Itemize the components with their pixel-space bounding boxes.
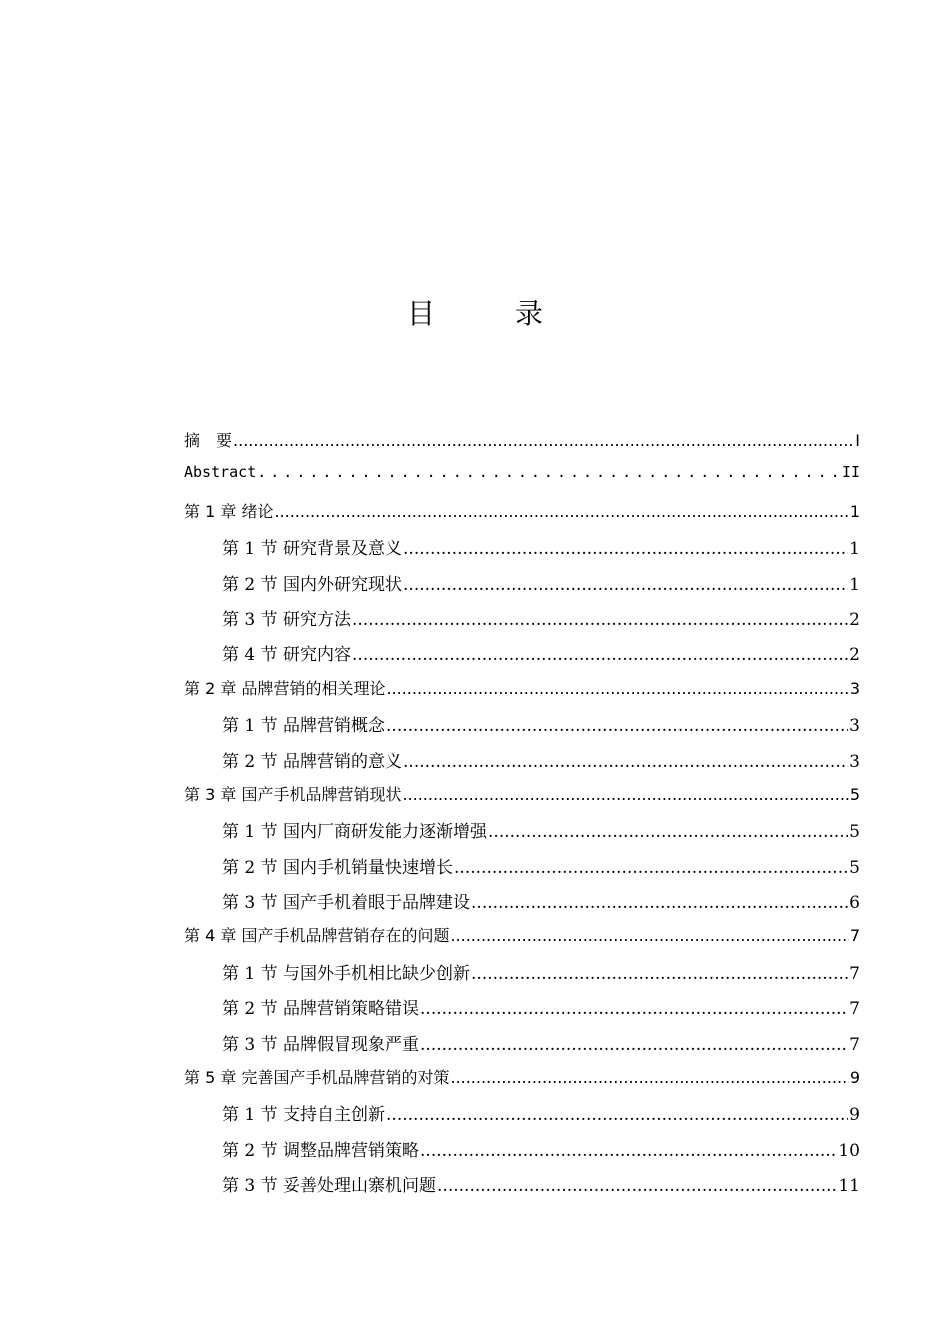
- toc-entry-page-number: 9: [849, 1105, 860, 1126]
- dot-leader: [402, 785, 848, 804]
- toc-entry-page-number: 1: [849, 574, 860, 595]
- toc-entry-label: 第 1 节 支持自主创新: [222, 1105, 386, 1126]
- toc-chapter-entry[interactable]: [184, 1065, 860, 1100]
- toc-section-entry[interactable]: [184, 1171, 860, 1206]
- toc-entry-label: 第 3 节 品牌假冒现象严重: [222, 1034, 420, 1055]
- toc-entry-label: 第 1 节 与国外手机相比缺少创新: [222, 963, 471, 984]
- toc-section-entry[interactable]: [184, 711, 860, 746]
- dot-leader: [471, 964, 848, 984]
- toc-entry-page-number: 3: [849, 678, 860, 698]
- toc-entry-label: 第 3 章 国产手机品牌营销现状: [184, 784, 402, 804]
- toc-entry-label: 摘 要: [184, 431, 233, 450]
- dot-leader: [274, 502, 848, 521]
- dot-leader: [386, 716, 848, 736]
- toc-entry-label: 第 4 章 国产手机品牌营销存在的问题: [184, 926, 450, 946]
- toc-entry-page-number: I: [855, 431, 860, 450]
- toc-entry-page-number: 5: [849, 857, 860, 878]
- dot-leader: [450, 926, 848, 945]
- toc-front-entry[interactable]: [184, 463, 860, 498]
- toc-entry-page-number: 1: [849, 501, 860, 521]
- toc-entry-page-number: 10: [838, 1140, 860, 1161]
- toc-chapter-entry[interactable]: [184, 499, 860, 534]
- dot-leader: [420, 999, 848, 1019]
- toc-entry-label: 第 2 节 品牌营销的意义: [222, 751, 403, 772]
- toc-entry-label: 第 2 节 国内手机销量快速增长: [222, 857, 454, 878]
- table-of-contents: [184, 428, 860, 1207]
- toc-entry-page-number: II: [841, 463, 860, 482]
- dot-leader: [450, 1068, 848, 1087]
- toc-entry-page-number: 11: [838, 1176, 860, 1197]
- dot-leader: [386, 1105, 848, 1125]
- toc-section-entry[interactable]: [184, 605, 860, 640]
- toc-chapter-entry[interactable]: [184, 923, 860, 958]
- toc-section-entry[interactable]: [184, 817, 860, 852]
- dot-leader: [403, 575, 848, 595]
- dot-leader: [437, 1176, 837, 1196]
- dot-leader: [352, 645, 848, 665]
- toc-entry-label: 第 4 节 研究内容: [222, 645, 352, 666]
- toc-entry-label: 第 2 节 国内外研究现状: [222, 574, 403, 595]
- toc-entry-label: 第 5 章 完善国产手机品牌营销的对策: [184, 1068, 450, 1088]
- toc-entry-label: 第 2 章 品牌营销的相关理论: [184, 678, 386, 698]
- toc-section-entry[interactable]: [184, 534, 860, 569]
- toc-chapter-entry[interactable]: [184, 676, 860, 711]
- toc-section-entry[interactable]: [184, 747, 860, 782]
- dot-leader: [257, 463, 841, 481]
- toc-entry-page-number: 7: [849, 963, 860, 984]
- toc-section-entry[interactable]: [184, 570, 860, 605]
- toc-entry-page-number: 2: [849, 645, 860, 666]
- toc-entry-label: 第 3 节 妥善处理山寨机问题: [222, 1176, 437, 1197]
- toc-entry-page-number: 3: [849, 751, 860, 772]
- toc-entry-page-number: 9: [849, 1068, 860, 1088]
- dot-leader: [420, 1035, 848, 1055]
- toc-section-entry[interactable]: [184, 888, 860, 923]
- dot-leader: [352, 610, 848, 630]
- toc-entry-page-number: 5: [849, 822, 860, 843]
- toc-entry-page-number: 2: [849, 609, 860, 630]
- toc-entry-page-number: 5: [849, 784, 860, 804]
- page-title: 目 录: [406, 297, 569, 330]
- toc-entry-label: 第 1 章 绪论: [184, 501, 274, 521]
- toc-section-entry[interactable]: [184, 1100, 860, 1135]
- toc-section-entry[interactable]: [184, 959, 860, 994]
- toc-entry-label: 第 1 节 国内厂商研发能力逐渐增强: [222, 822, 488, 843]
- dot-leader: [420, 1141, 837, 1161]
- dot-leader: [403, 752, 848, 772]
- dot-leader: [471, 893, 848, 913]
- toc-section-entry[interactable]: [184, 1030, 860, 1065]
- toc-entry-page-number: 1: [849, 539, 860, 560]
- toc-section-entry[interactable]: [184, 853, 860, 888]
- dot-leader: [233, 431, 854, 450]
- toc-entry-page-number: 3: [849, 716, 860, 737]
- toc-entry-label: 第 3 节 国产手机着眼于品牌建设: [222, 893, 471, 914]
- dot-leader: [488, 822, 848, 842]
- toc-entry-label: Abstract: [184, 463, 257, 482]
- toc-section-entry[interactable]: [184, 1136, 860, 1171]
- dot-leader: [454, 858, 848, 878]
- dot-leader: [403, 539, 848, 559]
- toc-section-entry[interactable]: [184, 994, 860, 1029]
- toc-entry-page-number: 7: [849, 999, 860, 1020]
- toc-entry-page-number: 7: [849, 926, 860, 946]
- toc-entry-label: 第 1 节 研究背景及意义: [222, 539, 403, 560]
- toc-entry-label: 第 1 节 品牌营销概念: [222, 716, 386, 737]
- toc-entry-label: 第 3 节 研究方法: [222, 609, 352, 630]
- toc-chapter-entry[interactable]: [184, 782, 860, 817]
- toc-entry-label: 第 2 节 品牌营销策略错误: [222, 999, 420, 1020]
- toc-entry-label: 第 2 节 调整品牌营销策略: [222, 1140, 420, 1161]
- dot-leader: [386, 679, 848, 698]
- toc-entry-page-number: 7: [849, 1034, 860, 1055]
- toc-entry-page-number: 6: [849, 893, 860, 914]
- toc-section-entry[interactable]: [184, 640, 860, 675]
- toc-front-entry[interactable]: [184, 428, 860, 463]
